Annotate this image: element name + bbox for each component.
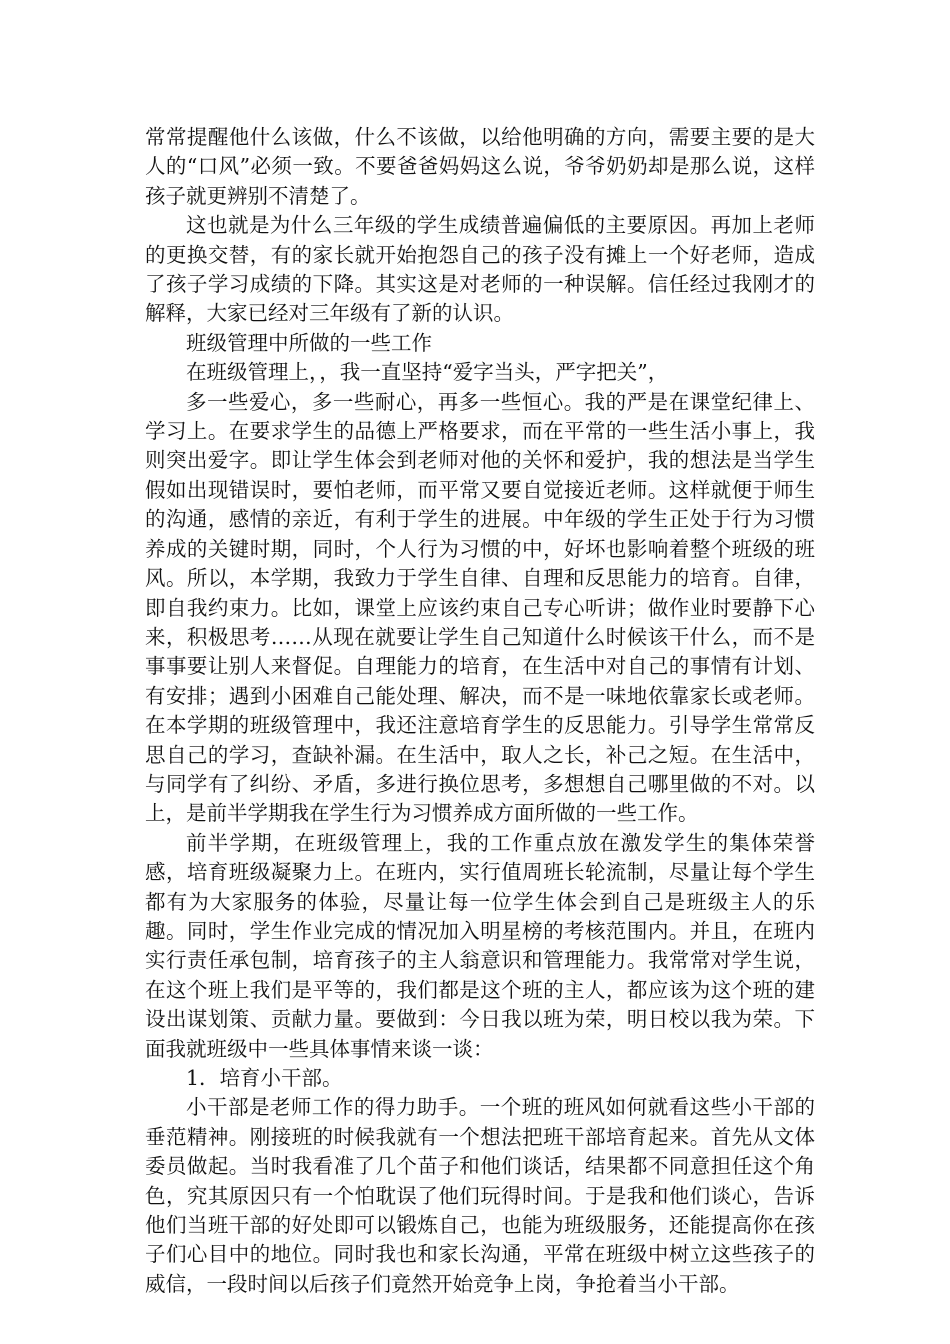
paragraph-class-cadres: 小干部是老师工作的得力助手。一个班的班风如何就看这些小干部的垂范精神。刚接班的时候我就有一个想法把班干部培育起来。首先从文体委员做起。当时我看准了几个苗子和他们谈话，结果都不同意担任这个角色，究其原因只有一个怕耽误了他们玩得时间。于是我和他们谈心，告诉他们当班干部的好处即可以锻炼自己，也能为班级服务，还能提高你在孩子们心目中的地位。同时我也和家长沟通，平常在班级中树立这些孩子的威信，一段时间以后孩子们竟然开始竞争上岗，争抢着当小干部。 — [145, 1095, 815, 1296]
paragraph-management-principle: 在班级管理上，，我一直坚持“爱字当头，严字把关”， — [186, 360, 669, 385]
section-heading-class-management: 班级管理中所做的一些工作 — [186, 330, 432, 355]
paragraph-third-grade-explanation: 这也就是为什么三年级的学生成绩普遍偏低的主要原因。再加上老师的更换交替，有的家长就开始抱怨自己的孩子没有摊上一个好老师，造成了孩子学习成绩的下降。其实这是对老师的一种误解。信任经过我刚才的解释，大家已经对三年级有了新的认识。 — [145, 213, 815, 326]
document-body — [145, 123, 815, 1299]
paragraph-continuation: 常常提醒他什么该做，什么不该做，以给他明确的方向，需要主要的是大人的“口风”必须一致。不要爸爸妈妈这么说，爷爷奶奶却是那么说，这样孩子就更辨别不清楚了。 — [145, 125, 815, 208]
list-item-train-class-cadres: 1．培育小干部。 — [186, 1066, 343, 1090]
paragraph-first-half-semester: 前半学期，在班级管理上，我的工作重点放在激发学生的集体荣誉感，培育班级凝聚力上。在班内，实行值周班长轮流制，尽量让每个学生都有为大家服务的体验，尽量让每一位学生体会到自己是班级主人的乐趣。同时，学生作业完成的情况加入明星榜的考核范围内。并且，在班内实行责任承包制，培育孩子的主人翁意识和管理能力。我常常对学生说，在这个班上我们是平等的，我们都是这个班的主人，都应该为这个班的建设出谋划策、贡献力量。要做到：今日我以班为荣，明日校以我为荣。下面我就班级中一些具体事情来谈一谈： — [145, 830, 815, 1061]
paragraph-love-and-strictness: 多一些爱心，多一些耐心，再多一些恒心。我的严是在课堂纪律上、学习上。在要求学生的品德上严格要求，而在平常的一些生活小事上，我则突出爱字。即让学生体会到老师对他的关怀和爱护，我的想法是当学生假如出现错误时，要怕老师，而平常又要自觉接近老师。这样就便于师生的沟通，感情的亲近，有利于学生的进展。中年级的学生正处于行为习惯养成的关键时期，同时，个人行为习惯的中，好坏也影响着整个班级的班风。所以，本学期，我致力于学生自律、自理和反思能力的培育。自律，即自我约束力。比如，课堂上应该约束自己专心听讲；做作业时要静下心来，积极思考……从现在就要让学生自己知道什么时候该干什么，而不是事事要让别人来督促。自理能力的培育，在生活中对自己的事情有计划、有安排；遇到小困难自己能处理、解决，而不是一味地依靠家长或老师。在本学期的班级管理中，我还注意培育学生的反思能力。引导学生常常反思自己的学习，查缺补漏。在生活中，取人之长，补己之短。在生活中，与同学有了纠纷、矛盾，多进行换位思考，多想想自己哪里做的不对。以上，是前半学期我在学生行为习惯养成方面所做的一些工作。 — [145, 389, 815, 826]
